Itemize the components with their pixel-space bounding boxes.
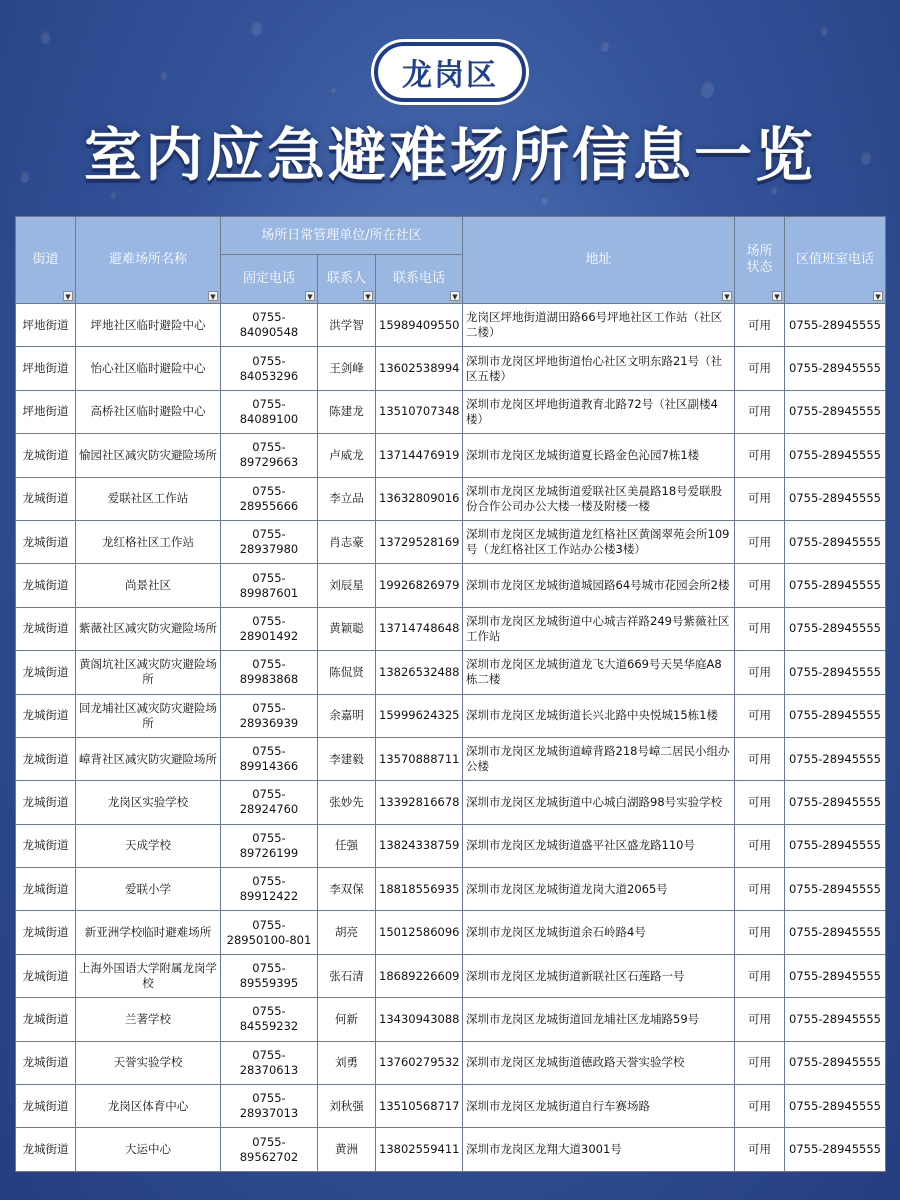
cell-street: 龙城街道	[16, 1128, 76, 1171]
cell-contact-phone: 13729528169	[376, 520, 463, 563]
cell-status: 可用	[735, 954, 785, 997]
cell-contact: 刘勇	[318, 1041, 376, 1084]
cell-fixed-phone: 0755-28901492	[221, 607, 318, 650]
cell-address: 深圳市龙岗区龙城街道余石岭路4号	[463, 911, 735, 954]
header-duty-phone: 区值班室电话 ▼	[785, 217, 886, 304]
cell-fixed-phone: 0755-84053296	[221, 347, 318, 390]
cell-contact: 黄颖聪	[318, 607, 376, 650]
table-row	[16, 998, 886, 1041]
cell-status: 可用	[735, 564, 785, 607]
cell-duty-phone: 0755-28945555	[785, 694, 886, 737]
cell-duty-phone: 0755-28945555	[785, 304, 886, 347]
page-header	[0, 0, 900, 215]
cell-address: 深圳市龙岗区龙城街道德政路天誉实验学校	[463, 1041, 735, 1084]
cell-duty-phone: 0755-28945555	[785, 1041, 886, 1084]
cell-duty-phone: 0755-28945555	[785, 1128, 886, 1171]
cell-shelter-name: 紫薇社区减灾防灾避险场所	[76, 607, 221, 650]
cell-shelter-name: 龙红格社区工作站	[76, 520, 221, 563]
cell-status: 可用	[735, 477, 785, 520]
cell-contact: 刘辰星	[318, 564, 376, 607]
cell-shelter-name: 爱联社区工作站	[76, 477, 221, 520]
shelter-table	[15, 216, 886, 1172]
cell-street: 龙城街道	[16, 998, 76, 1041]
cell-street: 龙城街道	[16, 781, 76, 824]
cell-street: 龙城街道	[16, 607, 76, 650]
cell-fixed-phone: 0755-28955666	[221, 477, 318, 520]
cell-shelter-name: 爱联小学	[76, 868, 221, 911]
cell-status: 可用	[735, 434, 785, 477]
header-management-group: 场所日常管理单位/所在社区	[221, 217, 463, 255]
table-row	[16, 868, 886, 911]
header-street: 街道 ▼	[16, 217, 76, 304]
cell-status: 可用	[735, 694, 785, 737]
shelter-table-body	[16, 304, 886, 1172]
cell-contact: 李建毅	[318, 737, 376, 780]
cell-address: 深圳市龙岗区坪地街道教育北路72号（社区副楼4楼）	[463, 390, 735, 433]
cell-duty-phone: 0755-28945555	[785, 520, 886, 563]
cell-contact: 张石清	[318, 954, 376, 997]
filter-dropdown-icon[interactable]: ▼	[305, 291, 315, 301]
table-row	[16, 954, 886, 997]
header-status: 场所状态 ▼	[735, 217, 785, 304]
cell-contact: 卢威龙	[318, 434, 376, 477]
cell-shelter-name: 怡心社区临时避险中心	[76, 347, 221, 390]
cell-contact: 黄洲	[318, 1128, 376, 1171]
table-row	[16, 390, 886, 433]
filter-dropdown-icon[interactable]: ▼	[63, 291, 73, 301]
cell-status: 可用	[735, 911, 785, 954]
table-row	[16, 1041, 886, 1084]
cell-duty-phone: 0755-28945555	[785, 911, 886, 954]
cell-address: 深圳市龙岗区龙城街道夏长路金色沁园7栋1楼	[463, 434, 735, 477]
header-fixed-phone: 固定电话 ▼	[221, 255, 318, 304]
cell-contact-phone: 13510568717	[376, 1085, 463, 1128]
cell-fixed-phone: 0755-89729663	[221, 434, 318, 477]
cell-fixed-phone: 0755-28936939	[221, 694, 318, 737]
cell-shelter-name: 大运中心	[76, 1128, 221, 1171]
cell-duty-phone: 0755-28945555	[785, 607, 886, 650]
cell-contact-phone: 13714748648	[376, 607, 463, 650]
cell-contact-phone: 13602538994	[376, 347, 463, 390]
cell-address: 深圳市龙岗区龙城街道城园路64号城市花园会所2楼	[463, 564, 735, 607]
cell-status: 可用	[735, 1128, 785, 1171]
cell-contact: 胡亮	[318, 911, 376, 954]
table-row	[16, 304, 886, 347]
table-row	[16, 520, 886, 563]
header-contact-phone: 联系电话 ▼	[376, 255, 463, 304]
cell-shelter-name: 兰著学校	[76, 998, 221, 1041]
cell-shelter-name: 龙岗区体育中心	[76, 1085, 221, 1128]
district-badge: 龙岗区	[374, 42, 526, 102]
cell-contact: 王剑峰	[318, 347, 376, 390]
cell-contact-phone: 13632809016	[376, 477, 463, 520]
table-row	[16, 434, 886, 477]
cell-street: 龙城街道	[16, 954, 76, 997]
cell-shelter-name: 高桥社区临时避险中心	[76, 390, 221, 433]
cell-status: 可用	[735, 868, 785, 911]
cell-contact-phone: 18818556935	[376, 868, 463, 911]
cell-duty-phone: 0755-28945555	[785, 737, 886, 780]
cell-status: 可用	[735, 607, 785, 650]
cell-status: 可用	[735, 390, 785, 433]
cell-street: 龙城街道	[16, 477, 76, 520]
cell-fixed-phone: 0755-89912422	[221, 868, 318, 911]
cell-address: 深圳市龙岗区龙城街道龙岗大道2065号	[463, 868, 735, 911]
cell-street: 龙城街道	[16, 694, 76, 737]
cell-shelter-name: 愉园社区减灾防灾避险场所	[76, 434, 221, 477]
cell-street: 龙城街道	[16, 737, 76, 780]
cell-address: 深圳市龙岗区龙城街道盛平社区盛龙路110号	[463, 824, 735, 867]
cell-contact-phone: 13760279532	[376, 1041, 463, 1084]
cell-contact-phone: 13510707348	[376, 390, 463, 433]
cell-street: 龙城街道	[16, 1085, 76, 1128]
cell-contact: 陈侃贤	[318, 651, 376, 694]
cell-status: 可用	[735, 737, 785, 780]
cell-duty-phone: 0755-28945555	[785, 564, 886, 607]
cell-shelter-name: 新亚洲学校临时避难场所	[76, 911, 221, 954]
cell-street: 坪地街道	[16, 347, 76, 390]
cell-contact: 余嘉明	[318, 694, 376, 737]
table-row	[16, 347, 886, 390]
cell-address: 深圳市龙岗区龙城街道中心城吉祥路249号紫薇社区工作站	[463, 607, 735, 650]
cell-fixed-phone: 0755-28937013	[221, 1085, 318, 1128]
cell-contact-phone: 13824338759	[376, 824, 463, 867]
table-row	[16, 911, 886, 954]
cell-status: 可用	[735, 304, 785, 347]
cell-contact: 李立品	[318, 477, 376, 520]
cell-status: 可用	[735, 520, 785, 563]
cell-address: 深圳市龙岗区龙城街道龙红格社区黄阁翠苑会所109号（龙红格社区工作站办公楼3楼）	[463, 520, 735, 563]
cell-contact: 肖志豪	[318, 520, 376, 563]
cell-street: 龙城街道	[16, 1041, 76, 1084]
cell-fixed-phone: 0755-28937980	[221, 520, 318, 563]
cell-contact: 刘秋强	[318, 1085, 376, 1128]
cell-status: 可用	[735, 1041, 785, 1084]
cell-street: 坪地街道	[16, 390, 76, 433]
cell-fixed-phone: 0755-28924760	[221, 781, 318, 824]
filter-dropdown-icon[interactable]: ▼	[363, 291, 373, 301]
cell-contact: 洪学智	[318, 304, 376, 347]
cell-status: 可用	[735, 824, 785, 867]
cell-shelter-name: 黄阁坑社区减灾防灾避险场所	[76, 651, 221, 694]
filter-dropdown-icon[interactable]: ▼	[873, 291, 883, 301]
cell-street: 龙城街道	[16, 868, 76, 911]
cell-shelter-name: 上海外国语大学附属龙岗学校	[76, 954, 221, 997]
cell-address: 深圳市龙岗区龙城街道长兴北路中央悦城15栋1楼	[463, 694, 735, 737]
cell-fixed-phone: 0755-28950100-801	[221, 911, 318, 954]
cell-duty-phone: 0755-28945555	[785, 1085, 886, 1128]
cell-shelter-name: 龙岗区实验学校	[76, 781, 221, 824]
cell-duty-phone: 0755-28945555	[785, 824, 886, 867]
filter-dropdown-icon[interactable]: ▼	[450, 291, 460, 301]
cell-address: 深圳市龙岗区龙城街道自行车赛场路	[463, 1085, 735, 1128]
cell-contact: 陈建龙	[318, 390, 376, 433]
cell-contact-phone: 13392816678	[376, 781, 463, 824]
cell-contact: 何新	[318, 998, 376, 1041]
cell-street: 龙城街道	[16, 824, 76, 867]
table-row	[16, 607, 886, 650]
cell-duty-phone: 0755-28945555	[785, 477, 886, 520]
cell-street: 龙城街道	[16, 434, 76, 477]
cell-duty-phone: 0755-28945555	[785, 434, 886, 477]
cell-contact-phone: 13430943088	[376, 998, 463, 1041]
cell-status: 可用	[735, 998, 785, 1041]
cell-duty-phone: 0755-28945555	[785, 781, 886, 824]
cell-contact-phone: 13570888711	[376, 737, 463, 780]
cell-fixed-phone: 0755-84559232	[221, 998, 318, 1041]
cell-fixed-phone: 0755-89987601	[221, 564, 318, 607]
cell-address: 深圳市龙岗区龙城街道回龙埔社区龙埔路59号	[463, 998, 735, 1041]
cell-street: 龙城街道	[16, 520, 76, 563]
cell-status: 可用	[735, 651, 785, 694]
cell-contact-phone: 15989409550	[376, 304, 463, 347]
cell-fixed-phone: 0755-89562702	[221, 1128, 318, 1171]
cell-address: 龙岗区坪地街道湖田路66号坪地社区工作站（社区二楼）	[463, 304, 735, 347]
filter-dropdown-icon[interactable]: ▼	[772, 291, 782, 301]
cell-fixed-phone: 0755-89983868	[221, 651, 318, 694]
table-row	[16, 477, 886, 520]
filter-dropdown-icon[interactable]: ▼	[208, 291, 218, 301]
cell-fixed-phone: 0755-84090548	[221, 304, 318, 347]
cell-duty-phone: 0755-28945555	[785, 868, 886, 911]
cell-duty-phone: 0755-28945555	[785, 651, 886, 694]
cell-address: 深圳市龙岗区龙城街道新联社区石莲路一号	[463, 954, 735, 997]
cell-contact: 张妙先	[318, 781, 376, 824]
table-row	[16, 1085, 886, 1128]
table-row	[16, 564, 886, 607]
header-contact: 联系人 ▼	[318, 255, 376, 304]
cell-address: 深圳市龙岗区龙城街道中心城白湖路98号实验学校	[463, 781, 735, 824]
cell-street: 坪地街道	[16, 304, 76, 347]
table-row	[16, 694, 886, 737]
cell-duty-phone: 0755-28945555	[785, 347, 886, 390]
cell-fixed-phone: 0755-89726199	[221, 824, 318, 867]
cell-duty-phone: 0755-28945555	[785, 954, 886, 997]
cell-contact: 任强	[318, 824, 376, 867]
cell-contact: 李双保	[318, 868, 376, 911]
cell-contact-phone: 13826532488	[376, 651, 463, 694]
table-row	[16, 781, 886, 824]
cell-contact-phone: 13714476919	[376, 434, 463, 477]
cell-street: 龙城街道	[16, 651, 76, 694]
filter-dropdown-icon[interactable]: ▼	[722, 291, 732, 301]
shelter-table-container	[15, 216, 885, 1172]
cell-shelter-name: 尚景社区	[76, 564, 221, 607]
cell-status: 可用	[735, 1085, 785, 1128]
page-title: 室内应急避难场所信息一览	[83, 121, 816, 189]
cell-contact-phone: 13802559411	[376, 1128, 463, 1171]
cell-fixed-phone: 0755-89914366	[221, 737, 318, 780]
table-row	[16, 651, 886, 694]
cell-duty-phone: 0755-28945555	[785, 390, 886, 433]
cell-shelter-name: 坪地社区临时避险中心	[76, 304, 221, 347]
cell-duty-phone: 0755-28945555	[785, 998, 886, 1041]
cell-shelter-name: 天成学校	[76, 824, 221, 867]
cell-contact-phone: 19926826979	[376, 564, 463, 607]
cell-street: 龙城街道	[16, 564, 76, 607]
cell-fixed-phone: 0755-89559395	[221, 954, 318, 997]
header-shelter-name: 避难场所名称 ▼	[76, 217, 221, 304]
cell-shelter-name: 回龙埔社区减灾防灾避险场所	[76, 694, 221, 737]
cell-address: 深圳市龙岗区龙城街道龙飞大道669号天昊华庭A8栋二楼	[463, 651, 735, 694]
cell-contact-phone: 15999624325	[376, 694, 463, 737]
cell-status: 可用	[735, 347, 785, 390]
cell-fixed-phone: 0755-28370613	[221, 1041, 318, 1084]
cell-street: 龙城街道	[16, 911, 76, 954]
cell-fixed-phone: 0755-84089100	[221, 390, 318, 433]
cell-contact-phone: 18689226609	[376, 954, 463, 997]
table-row	[16, 737, 886, 780]
table-row	[16, 824, 886, 867]
cell-shelter-name: 嶂背社区减灾防灾避险场所	[76, 737, 221, 780]
cell-status: 可用	[735, 781, 785, 824]
header-address: 地址 ▼	[463, 217, 735, 304]
cell-address: 深圳市龙岗区龙城街道嶂背路218号嶂二居民小组办公楼	[463, 737, 735, 780]
table-row	[16, 1128, 886, 1171]
cell-contact-phone: 15012586096	[376, 911, 463, 954]
cell-address: 深圳市龙岗区坪地街道怡心社区文明东路21号（社区五楼）	[463, 347, 735, 390]
cell-address: 深圳市龙岗区龙翔大道3001号	[463, 1128, 735, 1171]
cell-shelter-name: 天誉实验学校	[76, 1041, 221, 1084]
cell-address: 深圳市龙岗区龙城街道爱联社区美晨路18号爱联股份合作公司办公大楼一楼及附楼一楼	[463, 477, 735, 520]
